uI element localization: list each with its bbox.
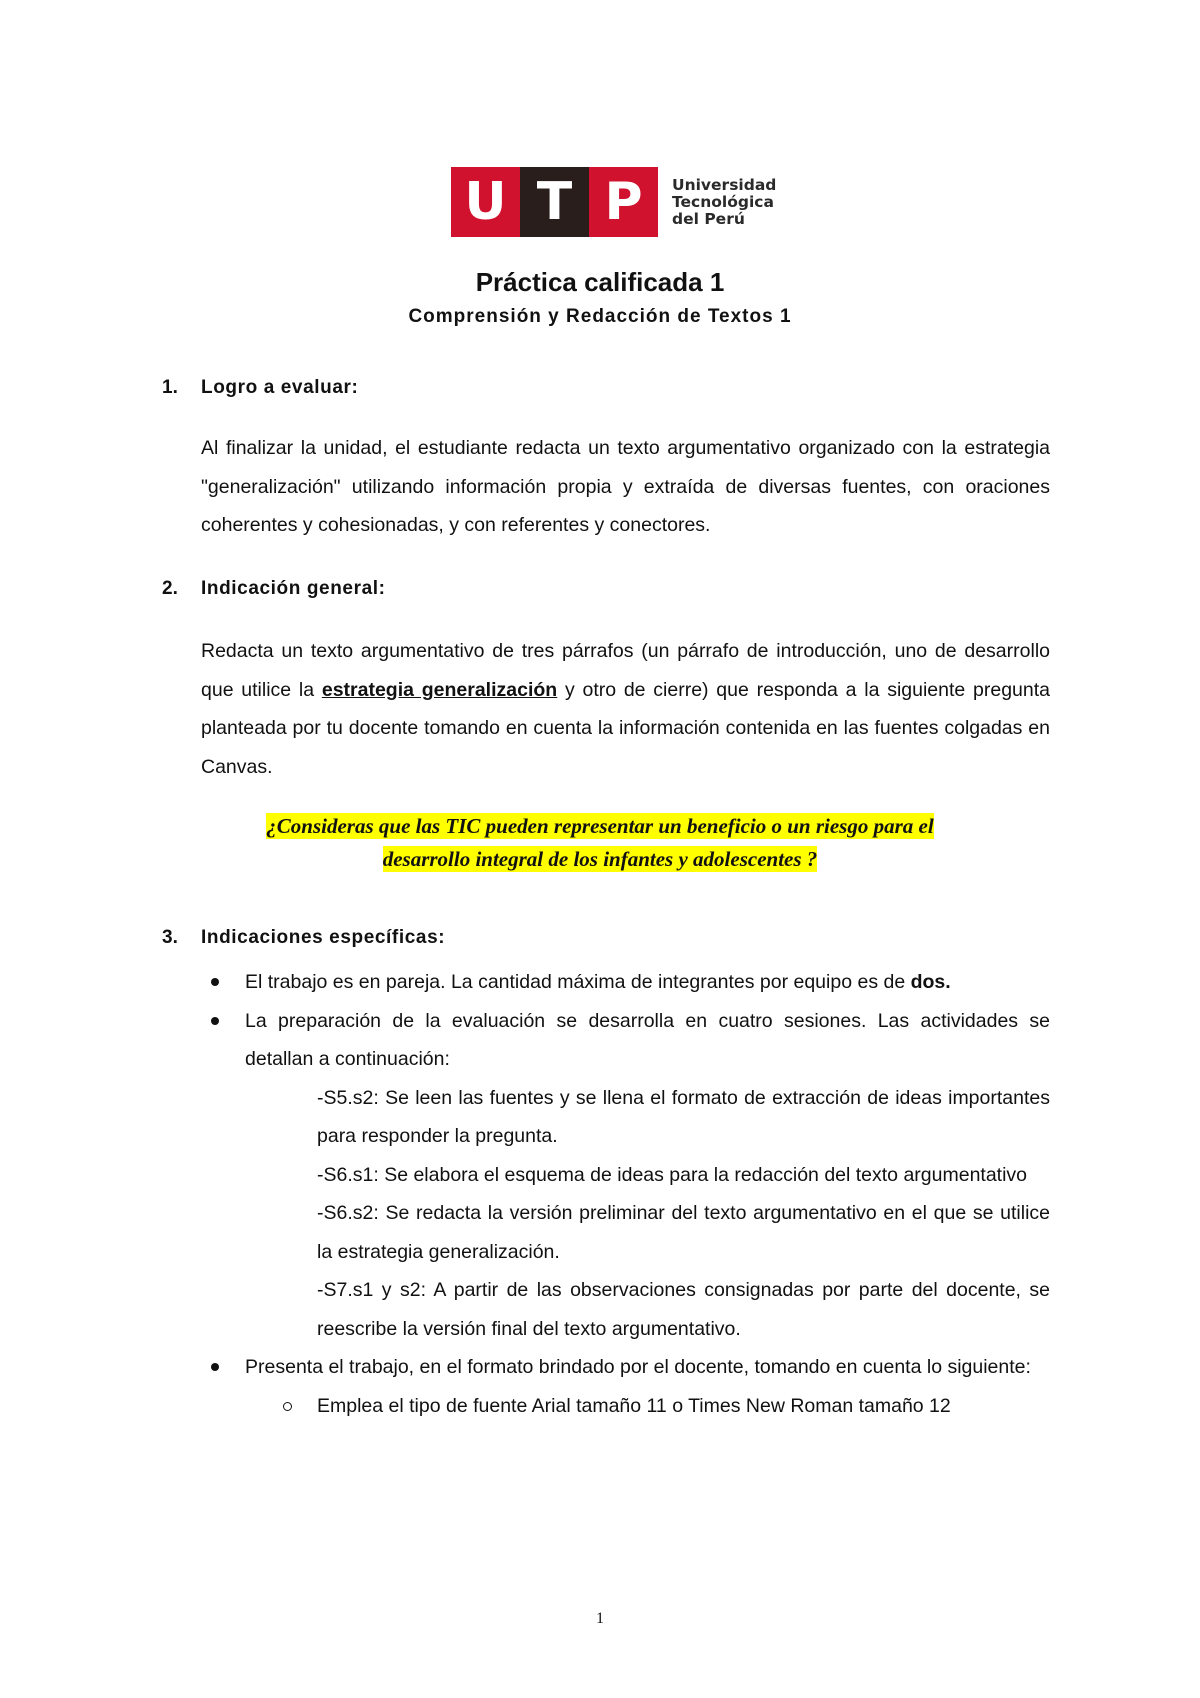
session-item-s5: -S5.s2: Se leen las fuentes y se llena el formato de extracción de ideas importantes para responder la pregunta.: [317, 1086, 1050, 1147]
bullet-3-text: Presenta el trabajo, en el formato brindado por el docente, tomando en cuenta lo siguiente:: [245, 1356, 1031, 1378]
question-line-2: desarrollo integral de los infantes y adolescentes ?: [382, 847, 818, 871]
logo-letter-p: P: [589, 167, 658, 237]
logo-name-line-3: del Perú: [672, 209, 745, 228]
list-item: [201, 963, 1050, 1002]
section-2-number: 2.: [162, 578, 178, 599]
session-item-s6-1: -S6.s1: Se elabora el esquema de ideas para la redacción del texto argumentativo: [317, 1163, 1028, 1186]
bullet-icon: [211, 1017, 219, 1025]
bullet-icon: [211, 1363, 219, 1371]
sub-bullet-1-text: Emplea el tipo de fuente Arial tamaño 11 o Times New Roman tamaño 12: [317, 1394, 951, 1417]
logo-letter-u: U: [451, 167, 520, 237]
section-1-paragraph: Al finalizar la unidad, el estudiante redacta un texto argumentativo organizado con la estrategia "generalización" utilizando información propia y extraída de diversas fuentes, con oraciones coherentes y cohesionadas, y con referentes y conectores.: [201, 437, 1050, 536]
list-item: [201, 1002, 1050, 1079]
session-item-s7: -S7.s1 y s2: A partir de las observaciones consignadas por parte del docente, se reescribe la versión final del texto argumentativo.: [317, 1279, 1050, 1340]
question-line-1: ¿Consideras que las TIC pueden representar un beneficio o un riesgo para el: [266, 814, 934, 838]
bullet-1-text: El trabajo es en pareja. La cantidad máxima de integrantes por equipo es de: [245, 971, 911, 993]
section-1-heading: [162, 377, 358, 399]
bullet-1-bold: dos.: [910, 971, 951, 993]
bullet-2-text: La preparación de la evaluación se desarrolla en cuatro sesiones. Las actividades se detallan a continuación:: [245, 1009, 1050, 1070]
section-2-text-after: y otro de cierre) que responda a la siguiente pregunta planteada por tu docente tomando en cuenta la información contenida en las fuentes colgadas en Canvas.: [201, 678, 1050, 778]
section-2-title: Indicación general:: [201, 578, 386, 599]
list-item: [201, 1387, 1050, 1426]
logo-letter-t: T: [520, 167, 589, 237]
document-title: Práctica calificada 1: [475, 267, 725, 297]
section-2-text-before: Redacta un texto argumentativo de tres párrafos (un párrafo de introducción, uno de desarrollo que utilice la: [201, 640, 1050, 701]
guiding-question: [0, 810, 1200, 876]
document-subtitle: Comprensión y Redacción de Textos 1: [408, 306, 792, 327]
hollow-bullet-icon: [283, 1402, 292, 1411]
section-1-title: Logro a evaluar:: [201, 377, 359, 398]
utp-logo: [451, 167, 776, 237]
list-item: [201, 1348, 1050, 1387]
strategy-keyword: estrategia generalización: [321, 678, 558, 701]
logo-name-line-1: Universidad: [672, 175, 777, 194]
session-item-s6-2: -S6.s2: Se redacta la versión preliminar del texto argumentativo en el que se utilice la estrategia generalización.: [317, 1202, 1050, 1263]
specific-instructions-list: [201, 963, 1050, 1425]
section-3-number: 3.: [162, 927, 178, 948]
section-3-title: Indicaciones específicas:: [201, 927, 446, 948]
logo-university-name: [672, 177, 776, 228]
section-1-number: 1.: [162, 377, 178, 398]
section-2-heading: [162, 578, 386, 600]
section-3-heading: [162, 927, 445, 949]
page-number: 1: [596, 1610, 604, 1627]
logo-name-line-2: Tecnológica: [672, 192, 774, 211]
bullet-icon: [211, 978, 219, 986]
section-2-paragraph: [201, 632, 1050, 786]
